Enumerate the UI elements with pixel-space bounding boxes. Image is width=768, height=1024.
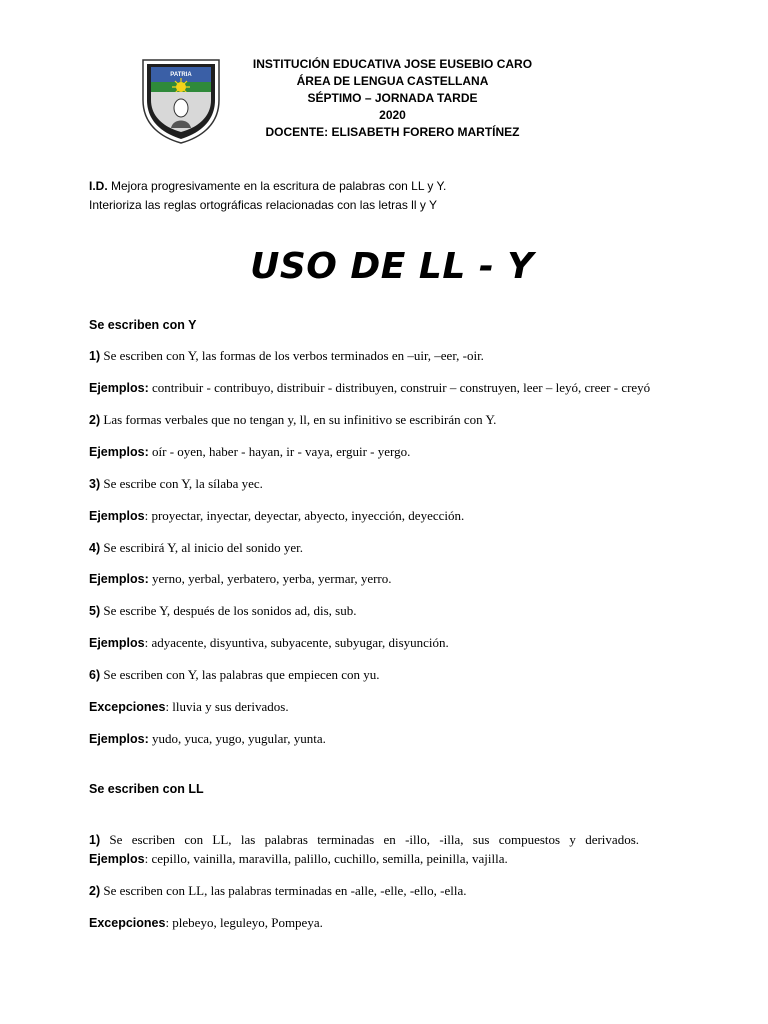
- example-ll-1: Ejemplos: cepillo, vainilla, maravilla, palillo, cuchillo, semilla, peinilla, vajilla.: [89, 851, 508, 866]
- rule-y-1: 1) Se escriben con Y, las formas de los verbos terminados en –uir, –eer, -oir.: [89, 348, 484, 363]
- svg-text:PATRIA: PATRIA: [170, 72, 192, 78]
- subject-area: ÁREA DE LENGUA CASTELLANA: [296, 74, 489, 88]
- rule-y-4: 4) Se escribirá Y, al inicio del sonido yer.: [89, 540, 304, 555]
- example-y-3: Ejemplos: proyectar, inyectar, deyectar, abyecto, inyección, deyección.: [89, 508, 465, 523]
- id-text: Mejora progresivamente en la escritura de palabras con LL y Y.: [107, 179, 447, 193]
- example-y-4: Ejemplos: yerno, yerbal, yerbatero, yerba, yermar, yerro.: [89, 571, 392, 586]
- page-title: USO DE LL - Y: [250, 246, 534, 287]
- exception-ll-2: Excepciones: plebeyo, leguleyo, Pompeya.: [89, 915, 323, 930]
- id-label: I.D.: [89, 179, 108, 193]
- school-name: INSTITUCIÓN EDUCATIVA JOSE EUSEBIO CARO: [252, 57, 533, 71]
- rule-y-3: 3) Se escribe con Y, la sílaba yec.: [89, 476, 263, 491]
- learning-indicator: [89, 177, 446, 215]
- exception-y-6: Excepciones: lluvia y sus derivados.: [89, 699, 289, 714]
- year: 2020: [379, 108, 406, 122]
- id-line-2: Interioriza las reglas ortográficas relacionadas con las letras ll y Y: [89, 198, 437, 212]
- example-y-6: Ejemplos: yudo, yuca, yugo, yugular, yunta.: [89, 731, 326, 746]
- example-y-2: Ejemplos: oír - oyen, haber - hayan, ir - vaya, erguir - yergo.: [89, 444, 411, 459]
- section-y-heading: Se escriben con Y: [89, 318, 197, 332]
- rule-y-6: 6) Se escriben con Y, las palabras que empiecen con yu.: [89, 667, 380, 682]
- rule-ll-1: 1) Se escriben con LL, las palabras terminadas en -illo, -illa, sus compuestos y derivados.: [89, 832, 639, 847]
- example-y-1: Ejemplos: contribuir - contribuyo, distribuir - distribuyen, construir – construyen, leer – leyó, creer - creyó: [89, 380, 651, 395]
- section-ll-heading: Se escriben con LL: [89, 782, 204, 796]
- school-header: [240, 56, 545, 141]
- grade-shift: SÉPTIMO – JORNADA TARDE: [307, 91, 478, 105]
- rule-y-5: 5) Se escribe Y, después de los sonidos ad, dis, sub.: [89, 603, 357, 618]
- rule-y-2: 2) Las formas verbales que no tengan y, ll, en su infinitivo se escribirán con Y.: [89, 412, 497, 427]
- rule-ll-2: 2) Se escriben con LL, las palabras terminadas en -alle, -elle, -ello, -ella.: [89, 883, 467, 898]
- teacher: DOCENTE: ELISABETH FORERO MARTÍNEZ: [265, 125, 520, 139]
- example-y-5: Ejemplos: adyacente, disyuntiva, subyacente, subyugar, disyunción.: [89, 635, 449, 650]
- school-crest-logo: [141, 56, 221, 144]
